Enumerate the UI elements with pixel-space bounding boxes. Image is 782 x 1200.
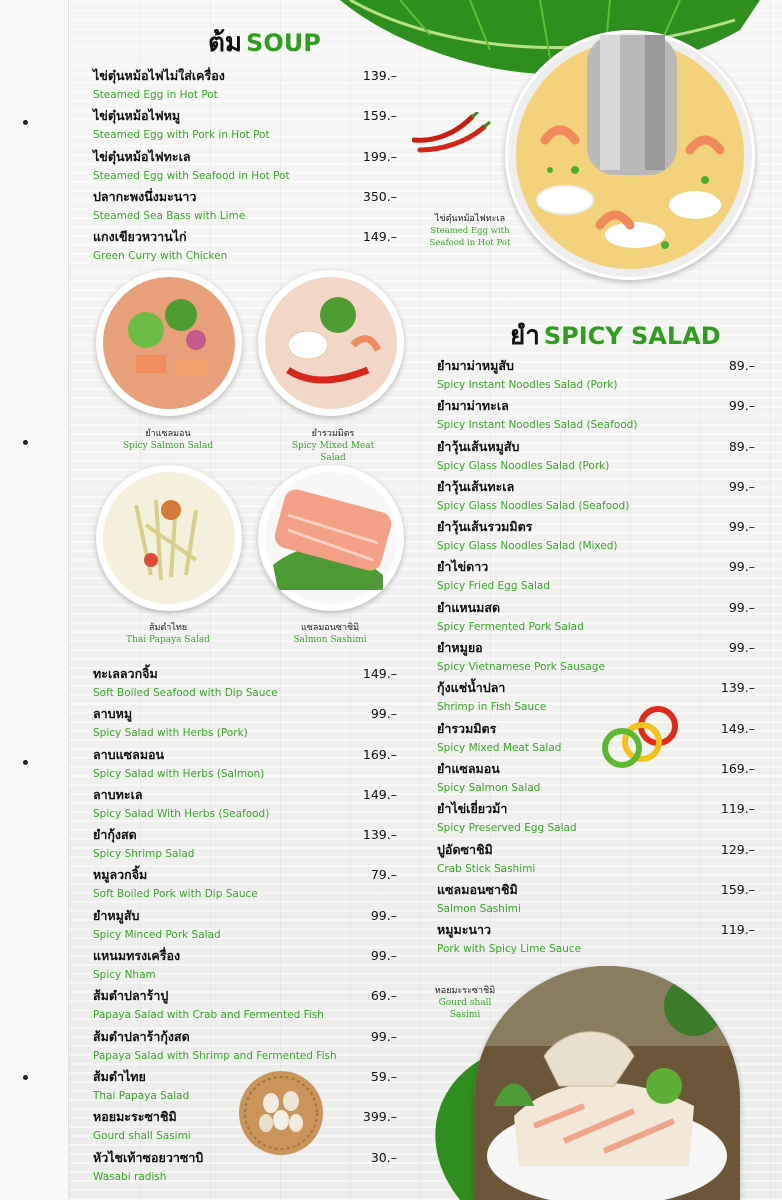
item-english-name: Spicy Fried Egg Salad (437, 580, 550, 593)
mixed-meat-salad-photo (258, 270, 404, 416)
item-thai-name: ยำหมูยอ (437, 640, 483, 656)
soup-section-title (208, 22, 321, 63)
item-thai-name: ยำวุ้นเส้นทะเล (437, 478, 515, 494)
steamed-egg-hotpot-image (505, 30, 755, 280)
caption-thai: แซลมอนซาชิมิ (300, 623, 360, 633)
item-price: 119.– (720, 922, 755, 938)
item-english-name: Spicy Vietnamese Pork Sausage (437, 661, 605, 674)
item-thai-name: ยำกุ้งสด (93, 827, 137, 843)
item-english-name: Gourd shall Sasimi (93, 1130, 191, 1143)
papaya-salad-photo (96, 465, 242, 611)
bell-pepper-rings-decoration (598, 702, 684, 772)
item-thai-name: ยำไข่ดาว (437, 559, 489, 575)
menu-item (93, 747, 397, 787)
gourd-sashimi-caption (425, 985, 505, 1021)
item-price: 99.– (728, 398, 755, 414)
menu-item (93, 229, 397, 269)
item-price: 99.– (728, 519, 755, 535)
binding-dot (23, 120, 28, 125)
menu-item (93, 189, 397, 229)
item-price: 99.– (728, 599, 755, 615)
item-english-name: Salmon Sashimi (437, 902, 521, 915)
item-english-name: Soft Boiled Pork with Dip Sauce (93, 888, 258, 901)
item-thai-name: ลาบแซลมอน (93, 746, 165, 762)
gourd-shell-sashimi-image (474, 966, 740, 1200)
papaya-salad-caption (118, 622, 218, 646)
item-thai-name: ทะเลลวกจิ้ม (93, 666, 158, 681)
caption-thai: หอยมะระซาชิมิ (434, 986, 496, 996)
item-thai-name: ไข่ตุ๋นหม้อไฟทะเล (93, 148, 191, 164)
item-english-name: Spicy Salad With Herbs (Seafood) (93, 807, 270, 820)
soup-title-english: SOUP (246, 29, 321, 57)
page-binding-margin (0, 0, 69, 1200)
item-thai-name: แซลมอนซาชิมิ (437, 881, 518, 897)
spicy-salad-menu-list (437, 358, 755, 962)
caption-english: Salmon Sashimi (293, 635, 367, 645)
item-price: 169.– (362, 746, 397, 762)
menu-item (93, 988, 397, 1028)
menu-item (93, 108, 397, 148)
item-price: 59.– (370, 1068, 397, 1084)
item-thai-name: ยำวุ้นเส้นหมูสับ (437, 438, 520, 454)
item-english-name: Spicy Instant Noodles Salad (Pork) (437, 379, 618, 391)
item-thai-name: ลาบทะเล (93, 786, 143, 802)
caption-english: Thai Papaya Salad (126, 635, 210, 645)
binding-dot (23, 440, 28, 445)
item-thai-name: กุ้งแช่น้ำปลา (437, 680, 506, 696)
item-thai-name: ยำวุ้นเส้นรวมมิตร (437, 519, 533, 535)
menu-item (437, 358, 755, 398)
menu-item (93, 787, 397, 827)
item-english-name: Spicy Salad with Herbs (Salmon) (93, 767, 265, 780)
garlic-bowl-decoration (236, 1068, 326, 1158)
item-thai-name: ยำหมูสับ (93, 907, 140, 923)
item-english-name: Spicy Salad with Herbs (Pork) (93, 727, 248, 740)
item-price: 139.– (362, 68, 397, 83)
item-thai-name: หมูลวกจิ้ม (93, 867, 148, 883)
menu-item (93, 908, 397, 948)
item-english-name: Steamed Egg with Pork in Hot Pot (93, 129, 270, 142)
item-price: 99.– (728, 478, 755, 494)
item-thai-name: แกงเขียวหวานไก่ (93, 229, 187, 245)
item-thai-name: หมูมะนาว (437, 922, 492, 938)
item-english-name: Spicy Glass Noodles Salad (Mixed) (437, 540, 618, 553)
menu-item (437, 519, 755, 559)
item-price: 30.– (370, 1149, 397, 1165)
item-english-name: Papaya Salad with Crab and Fermented Fish (93, 1009, 324, 1022)
menu-item (437, 479, 755, 519)
item-price: 149.– (362, 229, 397, 245)
item-english-name: Spicy Mixed Meat Salad (437, 741, 562, 754)
item-price: 89.– (728, 358, 755, 373)
menu-item (437, 640, 755, 680)
menu-item (437, 680, 755, 720)
item-english-name: Soft Boiled Seafood with Dip Sauce (93, 687, 278, 699)
item-thai-name: ปูอัดซาชิมิ (437, 841, 493, 857)
menu-item (437, 882, 755, 922)
item-price: 79.– (370, 867, 397, 883)
item-english-name: Wasabi radish (93, 1170, 167, 1183)
item-english-name: Spicy Preserved Egg Salad (437, 822, 577, 835)
item-price: 149.– (362, 666, 397, 681)
item-price: 99.– (370, 948, 397, 964)
item-thai-name: ไข่ตุ๋นหม้อไฟไม่ใส่เครื่อง (93, 68, 225, 83)
item-thai-name: แหนมทรงเครื่อง (93, 948, 181, 964)
caption-thai: ยำรวมมิตร (311, 429, 355, 439)
menu-item (437, 600, 755, 640)
item-thai-name: ส้มตำไทย (93, 1068, 146, 1084)
item-english-name: Spicy Nham (93, 969, 156, 982)
spicy-salad-title-thai: ยำ (510, 321, 540, 351)
item-english-name: Pork with Spicy Lime Sauce (437, 943, 582, 956)
menu-item (437, 439, 755, 479)
item-price: 149.– (362, 786, 397, 802)
item-price: 69.– (370, 988, 397, 1004)
item-english-name: Spicy Glass Noodles Salad (Seafood) (437, 499, 630, 512)
menu-item (437, 398, 755, 438)
item-thai-name: ยำแหนมสด (437, 599, 501, 615)
menu-item (93, 948, 397, 988)
item-english-name: Spicy Instant Noodles Salad (Seafood) (437, 419, 638, 432)
salmon-sashimi-photo (258, 465, 404, 611)
menu-item (93, 706, 397, 746)
menu-item (437, 842, 755, 882)
caption-thai: ส้มตำไทย (148, 623, 188, 633)
menu-item (93, 68, 397, 108)
soup-menu-list (93, 68, 397, 269)
salmon-salad-caption (118, 428, 218, 452)
binding-dot (23, 760, 28, 765)
caption-english: Steamed Egg with Seafood in Hot Pot (429, 226, 511, 248)
menu-item (437, 559, 755, 599)
item-thai-name: ยำมาม่าทะเล (437, 398, 509, 414)
item-thai-name: ยำไข่เยี่ยวม้า (437, 801, 508, 817)
menu-item (93, 827, 397, 867)
item-thai-name: ยำแซลมอน (437, 760, 500, 776)
item-price: 199.– (362, 148, 397, 164)
item-price: 159.– (720, 881, 755, 897)
item-price: 350.– (362, 188, 397, 204)
item-english-name: Steamed Egg in Hot Pot (93, 89, 218, 101)
item-english-name: Steamed Sea Bass with Lime (93, 209, 246, 222)
menu-item (93, 1029, 397, 1069)
item-english-name: Spicy Salmon Salad (437, 781, 541, 794)
salmon-sashimi-caption (280, 622, 380, 646)
item-thai-name: หอยมะระซาชิมิ (93, 1109, 177, 1125)
item-english-name: Spicy Glass Noodles Salad (Pork) (437, 459, 610, 472)
item-price: 99.– (370, 1028, 397, 1044)
item-english-name: Crab Stick Sashimi (437, 862, 536, 875)
chili-peppers-decoration (412, 112, 492, 157)
item-english-name: Steamed Egg with Seafood in Hot Pot (93, 169, 290, 182)
caption-english: Spicy Mixed Meat Salad (291, 441, 375, 463)
menu-item (93, 149, 397, 189)
item-price: 129.– (720, 841, 755, 857)
item-thai-name: ปลากะพงนึ่งมะนาว (93, 188, 197, 204)
item-price: 119.– (720, 801, 755, 817)
menu-item (437, 721, 755, 761)
item-thai-name: ส้มตำปลาร้ากุ้งสด (93, 1028, 190, 1044)
spicy-salad-title-english: SPICY SALAD (543, 322, 721, 350)
item-price: 99.– (370, 907, 397, 923)
item-price: 89.– (728, 438, 755, 454)
item-thai-name: หัวไชเท้าซอยวาซาบิ (93, 1149, 204, 1165)
item-price: 99.– (728, 640, 755, 656)
item-price: 139.– (720, 680, 755, 696)
item-price: 149.– (720, 720, 755, 736)
item-thai-name: ลาบหมู (93, 706, 133, 722)
item-price: 99.– (370, 706, 397, 722)
menu-item (93, 666, 397, 706)
hotpot-caption (420, 213, 520, 249)
mixed-salad-caption (278, 428, 388, 464)
menu-item (437, 761, 755, 801)
item-english-name: Spicy Shrimp Salad (93, 848, 195, 861)
salmon-salad-photo (96, 270, 242, 416)
caption-english: Spicy Salmon Salad (122, 441, 214, 451)
menu-item (437, 922, 755, 962)
item-english-name: Thai Papaya Salad (93, 1089, 190, 1102)
spicy-salad-section-title (510, 315, 721, 356)
item-english-name: Papaya Salad with Shrimp and Fermented Fish (93, 1049, 337, 1062)
item-thai-name: ยำรวมมิตร (437, 720, 497, 736)
item-thai-name: ส้มตำปลาร้าปู (93, 988, 169, 1004)
item-price: 139.– (362, 827, 397, 843)
item-english-name: Green Curry with Chicken (93, 250, 228, 263)
item-price: 169.– (720, 760, 755, 776)
gourd-sashimi-photo (474, 966, 740, 1200)
item-thai-name: ยำมาม่าหมูสับ (437, 358, 514, 373)
menu-item (437, 801, 755, 841)
menu-item (93, 867, 397, 907)
item-price: 99.– (728, 559, 755, 575)
item-price: 399.– (362, 1109, 397, 1125)
item-english-name: Spicy Minced Pork Salad (93, 928, 221, 941)
soup-title-thai: ต้ม (208, 28, 243, 58)
caption-thai: ยำแซลมอน (145, 429, 191, 439)
item-thai-name: ไข่ตุ๋นหม้อไฟหมู (93, 108, 181, 124)
item-english-name: Spicy Fermented Pork Salad (437, 620, 584, 633)
caption-english: Gourd shall Sasimi (438, 998, 492, 1020)
item-price: 159.– (362, 108, 397, 124)
item-english-name: Shrimp in Fish Sauce (437, 701, 547, 714)
caption-thai: ไข่ตุ๋นหม้อไฟทะเล (434, 214, 506, 224)
binding-dot (23, 1075, 28, 1080)
hotpot-photo (505, 30, 755, 280)
